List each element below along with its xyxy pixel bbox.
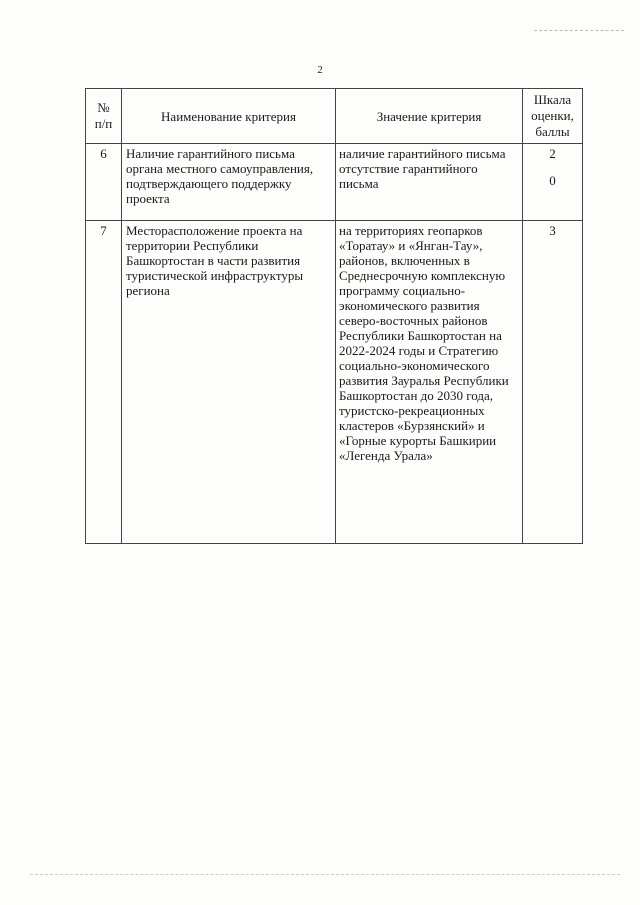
criteria-table <box>85 88 583 544</box>
score-value: 0 <box>549 173 556 188</box>
table-header-row <box>86 89 583 144</box>
criterion-values <box>336 144 523 221</box>
header-scale-label: Шкала оценки, баллы <box>531 92 574 139</box>
table-row <box>86 221 583 544</box>
criterion-values <box>336 221 523 544</box>
criterion-name: Месторасположение проекта на территории Республики Башкортостан в части развития туристической инфраструктуры региона <box>122 221 336 544</box>
header-number-label: № п/п <box>94 100 113 131</box>
row-number: 7 <box>86 221 122 544</box>
header-value <box>336 89 523 144</box>
score-value: 3 <box>549 223 556 238</box>
criterion-value: на территориях геопарков «Торатау» и «Янган-Тау», районов, включенных в Среднесрочную комплексную программу социально-экономического развития северо-восточных районов Республики Башкортостан на 2022-2024 годы и Стратегию социально-экономического развития Зауралья Республики Башкортостан до 2030 года, туристско-рекреационных кластеров «Бурзянский» и «Горные курорты Башкирии «Легенда Урала» <box>339 223 509 463</box>
criterion-name: Наличие гарантийного письма органа местного самоуправления, подтверждающего поддержку проекта <box>122 144 336 221</box>
criterion-value: отсутствие гарантийного письма <box>339 161 478 191</box>
criterion-value: наличие гарантийного письма <box>339 146 506 161</box>
score-value: 2 <box>549 146 556 161</box>
header-name <box>122 89 336 144</box>
header-number <box>86 89 122 144</box>
criterion-scores <box>523 221 583 544</box>
scan-artifact-bottom <box>30 874 620 876</box>
row-number: 6 <box>86 144 122 221</box>
criterion-scores <box>523 144 583 221</box>
header-name-label: Наименование критерия <box>161 108 296 124</box>
table-row <box>86 144 583 221</box>
scan-artifact-top <box>534 30 624 32</box>
page-number: 2 <box>317 64 323 76</box>
score-spacer <box>526 161 579 173</box>
header-value-label: Значение критерия <box>376 108 482 124</box>
header-scale <box>523 89 583 144</box>
